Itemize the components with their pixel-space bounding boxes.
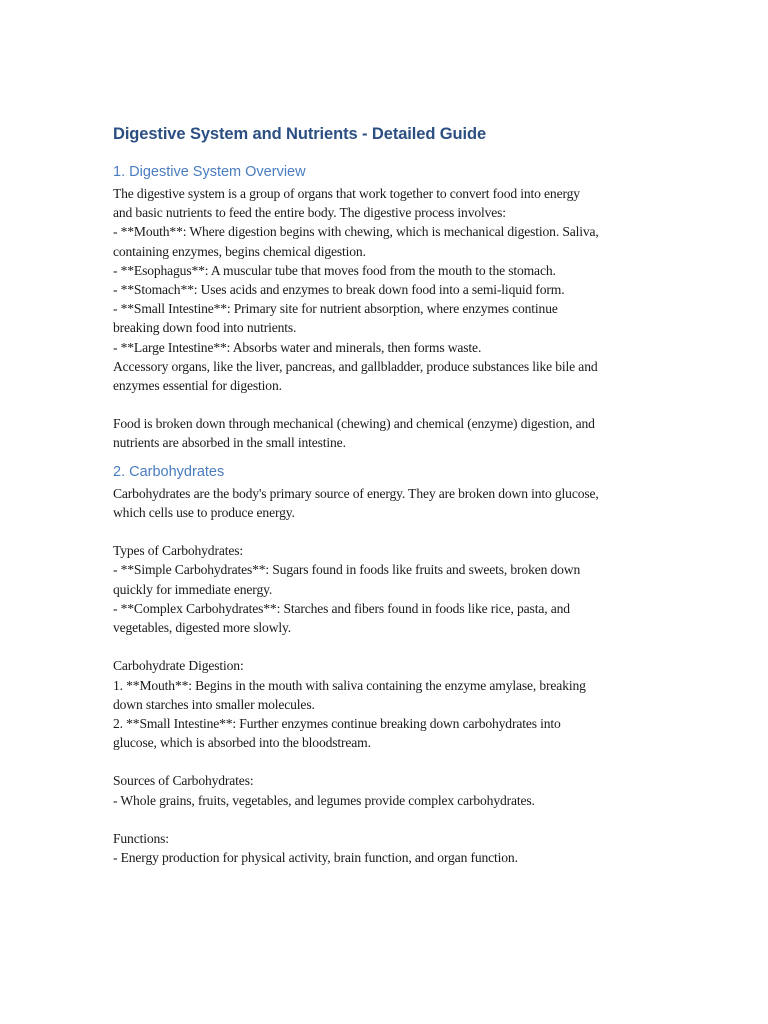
paragraph-line: and basic nutrients to feed the entire body. The digestive process involves: (113, 205, 506, 221)
paragraph-line: Sources of Carbohydrates: (113, 773, 254, 789)
paragraph-line: containing enzymes, begins chemical digestion. (113, 243, 366, 259)
paragraph-line: breaking down food into nutrients. (113, 320, 297, 336)
paragraph-line: quickly for immediate energy. (113, 581, 273, 597)
section-heading: 1. Digestive System Overview (113, 164, 306, 180)
document-body (113, 160, 673, 867)
blank-line (113, 637, 673, 656)
paragraph-line: glucose, which is absorbed into the bloodstream. (113, 735, 371, 751)
document-page (113, 121, 673, 867)
paragraph-line: 1. **Mouth**: Begins in the mouth with saliva containing the enzyme amylase, breaking (113, 677, 586, 693)
paragraph-line: nutrients are absorbed in the small intestine. (113, 435, 346, 451)
blank-line (113, 810, 673, 829)
paragraph-line: - **Stomach**: Uses acids and enzymes to break down food into a semi-liquid form. (113, 281, 565, 297)
paragraph-line: - Whole grains, fruits, vegetables, and legumes provide complex carbohydrates. (113, 792, 535, 808)
paragraph-line: enzymes essential for digestion. (113, 377, 282, 393)
paragraph-line: The digestive system is a group of organs that work together to convert food into energy (113, 186, 580, 201)
paragraph-line: down starches into smaller molecules. (113, 696, 315, 712)
paragraph-line: 2. **Small Intestine**: Further enzymes continue breaking down carbohydrates into (113, 715, 561, 731)
paragraph-line: vegetables, digested more slowly. (113, 619, 292, 635)
paragraph-line: - **Esophagus**: A muscular tube that moves food from the mouth to the stomach. (113, 262, 556, 278)
spacer (113, 147, 673, 160)
blank-line (113, 752, 673, 771)
paragraph-line: - Energy production for physical activity, brain function, and organ function. (113, 850, 518, 866)
paragraph-line: which cells use to produce energy. (113, 504, 295, 520)
paragraph-line: Accessory organs, like the liver, pancreas, and gallbladder, produce substances like bile and (113, 358, 598, 374)
paragraph-line: - **Mouth**: Where digestion begins with chewing, which is mechanical digestion. Saliva, (113, 224, 599, 240)
section-2 (113, 460, 673, 868)
paragraph-line: - **Complex Carbohydrates**: Starches and fibers found in foods like rice, pasta, and (113, 600, 570, 616)
paragraph-line: Carbohydrates are the body's primary source of energy. They are broken down into glucose, (113, 485, 599, 501)
section-1 (113, 160, 673, 453)
spacer (113, 453, 673, 460)
paragraph-line: - **Large Intestine**: Absorbs water and minerals, then forms waste. (113, 339, 482, 355)
paragraph-line: Functions: (113, 831, 169, 846)
paragraph-line: - **Simple Carbohydrates**: Sugars found in foods like fruits and sweets, broken down (113, 562, 581, 578)
blank-line (113, 395, 673, 414)
paragraph-line: - **Small Intestine**: Primary site for nutrient absorption, where enzymes continue (113, 301, 558, 317)
paragraph-line: Food is broken down through mechanical (chewing) and chemical (enzyme) digestion, and (113, 416, 595, 432)
paragraph-line: Carbohydrate Digestion: (113, 658, 244, 674)
blank-line (113, 522, 673, 541)
section-heading: 2. Carbohydrates (113, 463, 225, 480)
paragraph-line: Types of Carbohydrates: (113, 543, 243, 559)
document-title: Digestive System and Nutrients - Detailed Guide (113, 125, 487, 143)
